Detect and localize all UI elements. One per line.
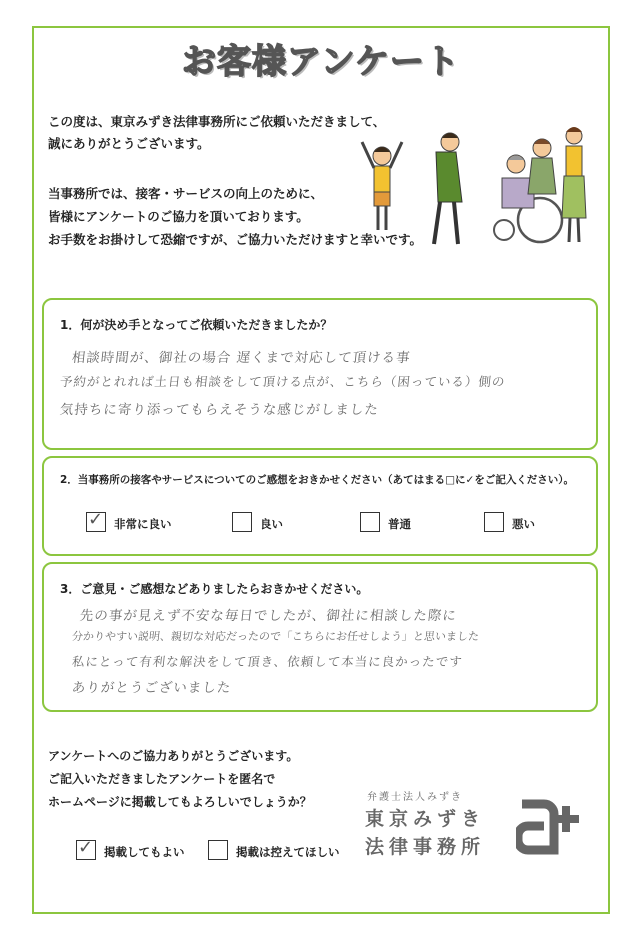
- rating-label-average: 普通: [388, 517, 411, 531]
- publish-ok-checkbox[interactable]: [76, 837, 96, 860]
- intro-line-2: 誠にありがとうございます。: [48, 136, 210, 151]
- intro-line-5: お手数をお掛けして恐縮ですが、ご協力いただけますと幸いです。: [48, 232, 423, 247]
- firm-logo-name-line-2: 法律事務所: [365, 836, 486, 858]
- question-3-title: 3．ご意見・ご感想などありましたらおきかせください。: [60, 582, 369, 596]
- q1-answer-line-3: 気持ちに寄り添ってもらえそうな感じがしました: [58, 402, 380, 418]
- bowing-staff-figure: [434, 133, 462, 244]
- q3-answer-line-4: ありがとうございました: [70, 680, 233, 696]
- survey-sheet: [32, 26, 610, 914]
- child-figure: [362, 142, 402, 230]
- question-2-box: [42, 456, 598, 556]
- intro-line-4: 皆様にアンケートのご協力を頂いております。: [48, 209, 309, 224]
- publish-ok-label: 掲載してもよい: [104, 845, 185, 859]
- intro-line-3: 当事務所では、接客・サービスの向上のために、: [48, 186, 324, 201]
- wheelchair-figure: [494, 139, 562, 242]
- q1-answer-line-2: 予約がとれれば土日も相談をして頂ける点が、こちら（困っている）側の: [59, 374, 507, 389]
- rating-checkbox-good[interactable]: [232, 512, 252, 532]
- q3-answer-line-3: 私にとって有利な解決をして頂き、依頼して本当に良かったです: [71, 654, 464, 669]
- firm-logo-icon: [516, 794, 596, 858]
- rating-label-good: 良い: [260, 517, 283, 531]
- rating-checkbox-very-good[interactable]: [86, 509, 106, 532]
- question-1-title: 1．何が決め手となってご依頼いただきましたか？: [60, 318, 333, 332]
- closing-line-3: ホームページに掲載してもよろしいでしょうか？: [48, 795, 312, 809]
- rating-label-very-good: 非常に良い: [114, 517, 172, 531]
- closing-line-1: アンケートへのご協力ありがとうございます。: [48, 749, 299, 763]
- firm-logo-name-line-1: 東京みずき: [365, 808, 486, 830]
- woman-figure: [562, 127, 586, 242]
- question-3-box: [42, 562, 598, 712]
- publish-no-label: 掲載は控えてほしい: [236, 845, 340, 859]
- firm-logo-subtitle: 弁護士法人みずき: [367, 792, 463, 803]
- intro-line-1: この度は、東京みずき法律事務所にご依頼いただきまして、: [48, 114, 386, 129]
- rating-label-bad: 悪い: [512, 517, 535, 531]
- check-mark-icon: ✓: [78, 837, 94, 858]
- survey-title: お客様アンケート: [182, 42, 460, 82]
- rating-checkbox-average[interactable]: [360, 512, 380, 532]
- publish-no-checkbox[interactable]: [208, 840, 228, 860]
- q3-answer-line-1: 先の事が見えず不安な毎日でしたが、御社に相談した際に: [78, 608, 458, 624]
- rating-checkbox-bad[interactable]: [484, 512, 504, 532]
- closing-line-2: ご記入いただきましたアンケートを匿名で: [48, 772, 276, 786]
- question-1-box: [42, 298, 598, 450]
- q3-answer-line-2: 分かりやすい説明、親切な対応だったので「こちらにお任せしよう」と思いました: [71, 630, 480, 643]
- question-2-title: 2．当事務所の接客やサービスについてのご感想をおきかせください（あてはまる□に✓をご記入ください）。: [60, 474, 575, 486]
- check-mark-icon: ✓: [88, 509, 104, 530]
- staff-illustration: [354, 108, 594, 258]
- q1-answer-line-1: 相談時間が、御社の場合 遅くまで対応して頂ける事: [70, 350, 412, 366]
